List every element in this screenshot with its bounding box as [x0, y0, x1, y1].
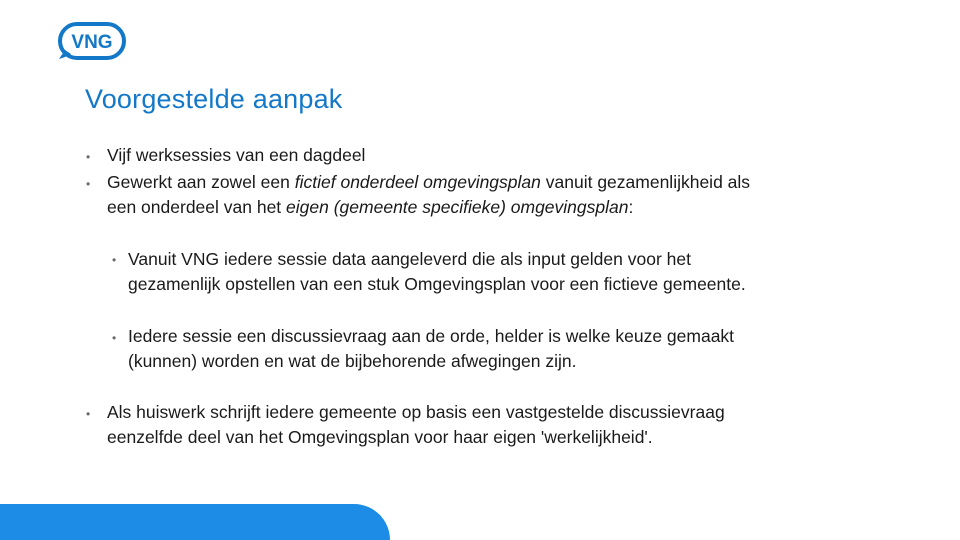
sub-bullet-1-line-1: Vanuit VNG iedere sessie data aangeleverd die als input gelden voor het	[128, 249, 691, 269]
bullet-2-text: :	[628, 197, 634, 217]
sub-bullet-marker: •	[112, 253, 117, 267]
bullet-2-line-2	[107, 195, 633, 219]
sub-bullet-1-line-2: gezamenlijk opstellen van een stuk Omgevingsplan voor een fictieve gemeente.	[128, 274, 746, 294]
bullet-2-text: een onderdeel van het	[107, 197, 287, 217]
footer-accent-bar	[0, 504, 390, 540]
logo-text: VNG	[71, 32, 113, 53]
bullet-2-line-1	[107, 170, 750, 194]
bullet-1: Vijf werksessies van een dagdeel	[107, 145, 366, 165]
bullet-3-line-1: Als huiswerk schrijft iedere gemeente op basis een vastgestelde discussievraag	[107, 402, 725, 422]
bullet-marker: •	[86, 177, 91, 191]
bullet-marker: •	[86, 407, 91, 421]
vng-logo-icon	[57, 20, 127, 62]
sub-bullet-2-line-1: Iedere sessie een discussievraag aan de orde, helder is welke keuze gemaakt	[128, 326, 735, 346]
bullet-marker: •	[86, 150, 91, 164]
bullet-2-text: Gewerkt aan zowel een	[107, 172, 295, 192]
bullet-2-emphasis: eigen (gemeente specifieke) omgevingsplan	[286, 197, 629, 217]
bullet-2-text: vanuit gezamenlijkheid als	[540, 172, 751, 192]
bullet-2-emphasis: fictief onderdeel omgevingsplan	[294, 172, 541, 192]
slide-title: Voorgestelde aanpak	[85, 84, 343, 114]
bullet-3-line-2: eenzelfde deel van het Omgevingsplan voor haar eigen 'werkelijkheid'.	[107, 427, 653, 447]
sub-bullet-marker: •	[112, 331, 117, 345]
sub-bullet-2-line-2: (kunnen) worden en wat de bijbehorende afwegingen zijn.	[128, 351, 577, 371]
vng-logo	[57, 20, 127, 62]
